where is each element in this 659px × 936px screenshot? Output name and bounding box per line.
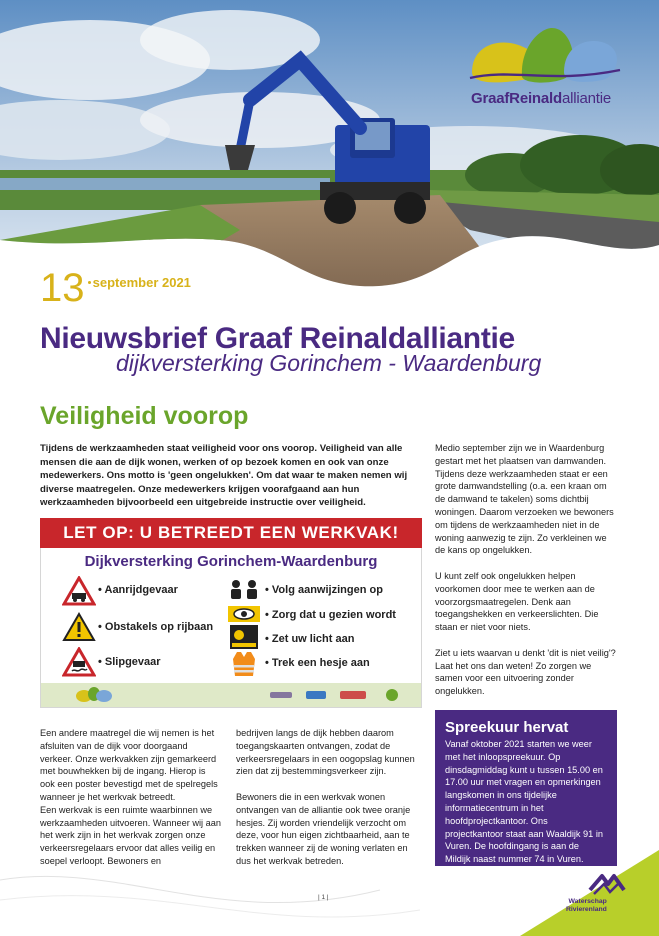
rule-item-3: • Zet uw licht aan (265, 633, 355, 645)
hazard-item-1: • Aanrijdgevaar (98, 584, 178, 596)
headlights-icon (230, 625, 258, 649)
paragraph: Bewoners die in een werkvak wonen ontvangen van de alliantie ook twee oranje hesjes. Zij worden vriendelijk verzocht om deze, voor hun eigen zichtbaarheid, aan te trekken wanneer zij de woning verlaten en dus het werkvak betreden. (236, 791, 411, 866)
partner-logos (270, 688, 410, 702)
rule-item-4: • Trek een hesje aan (265, 657, 370, 669)
visibility-icon (228, 606, 260, 622)
logo-wordmark: GraafReinaldalliantie (471, 90, 612, 107)
intro-paragraph: Tijdens de werkzaamheden staat veiligheid voor ons voorop. Veiligheid van alle mensen die aan de dijk wonen, werken of op bezoek komen en ook van onze medewerkers. Ons motto is 'geen ongelukken'. Om dat waar te maken nemen wij diverse maatregelen. Onze medewerkers krijgen voorafgaand aan hun werkzaamheden bijvoorbeeld een uitgebreide instructie over veiligheid. (40, 443, 408, 509)
newsletter-subtitle: dijkversterking Gorinchem - Waardenburg (116, 350, 542, 376)
box-text: Vanaf oktober 2021 starten we weer met het inloopspreekuur. Op dinsdagmiddag kunt u tussen 15.00 en 17.00 uur met vragen en opmerkingen langskomen in ons tijdelijke informatiecentrum in het hoofdprojectkantoor. Ons projectkantoor staat aan Waaldijk 91 in Vuren. De hoofdingang is aan de Mildijk naast nummer 74 in Vuren. (445, 739, 603, 865)
collision-warning-icon (62, 576, 96, 606)
footer-wave (0, 820, 659, 936)
rule-item-2: • Zorg dat u gezien wordt (265, 609, 396, 621)
paragraph: bedrijven langs de dijk hebben daarom toegangskaarten ontvangen, zodat de verkeersregelaars in een oogopslag kunnen zien dat zij bestemmingsverkeer zijn. (236, 728, 415, 777)
warning-banner: LET OP: U BETREEDT EEN WERKVAK! (40, 518, 422, 548)
issue-date-day: 13 (40, 266, 85, 310)
obstacle-warning-icon (62, 612, 96, 642)
issue-date-text: september 2021 (92, 275, 191, 290)
waterschap-logo-icon (588, 872, 626, 896)
newsletter-title: Nieuwsbrief Graaf Reinaldalliantie (40, 322, 515, 355)
warning-poster-title: Dijkversterking Gorinchem-Waardenburg (84, 553, 378, 570)
safety-vest-icon (232, 651, 256, 677)
text-column-3 (435, 442, 617, 711)
paragraph: Ziet u iets waarvan u denkt 'dit is niet veilig'? Laat het ons dan weten! Zo zorgen we samen voor een uitvoering zonder ongelukken. (435, 647, 616, 697)
paragraph: Een andere maatregel die wij nemen is het afsluiten van de dijk voor doorgaand verkeer. Onze werkvakken zijn gemarkeerd met bouwhekken bij de ingang. Hierop is ook een poster bevestigd met de spelregels wanneer je het werkvak betreedt. (40, 728, 218, 802)
slippery-warning-icon (62, 647, 96, 677)
page-number: | 1 | (318, 894, 329, 901)
paragraph: Medio september zijn we in Waardenburg gestart met het plaatsen van damwanden. Tijdens deze werkzaamheden staat er een grote damwandstelling (o.a. een kraan om de damwand te takelen) soms dichtbij woningen. Daarom verzoeken we bewoners om tijdens de werkzaamheden niet in de woning aanwezig te zijn. Zo verkleinen we de kans op ongelukken. (435, 443, 614, 556)
paragraph: U kunt zelf ook ongelukken helpen voorkomen door mee te werken aan de voorzorgsmaatregelen. Denk aan toegangshekken en verkeerslichten. Die staan er niet voor niets. (435, 570, 599, 633)
poster-alliance-logo (74, 686, 114, 704)
paragraph: Een werkvak is een ruimte waarbinnen we werkzaamheden uitvoeren. Wanneer wij aan het werk zijn in het werkvak zorgen onze verkeersregelaars ervoor dat alles veilig en soepel verloopt. Bewoners en (40, 804, 221, 866)
section-heading: Veiligheid voorop (40, 402, 249, 430)
instructions-icon (228, 578, 260, 600)
waterschap-wordmark: Waterschap Rivierenland (566, 898, 607, 913)
hazard-item-2: • Obstakels op rijbaan (98, 621, 214, 633)
alliance-logo (452, 22, 642, 122)
hazard-item-3: • Slipgevaar (98, 656, 161, 668)
rule-item-1: • Volg aanwijzingen op (265, 584, 383, 596)
box-title: Spreekuur hervat (445, 719, 569, 736)
